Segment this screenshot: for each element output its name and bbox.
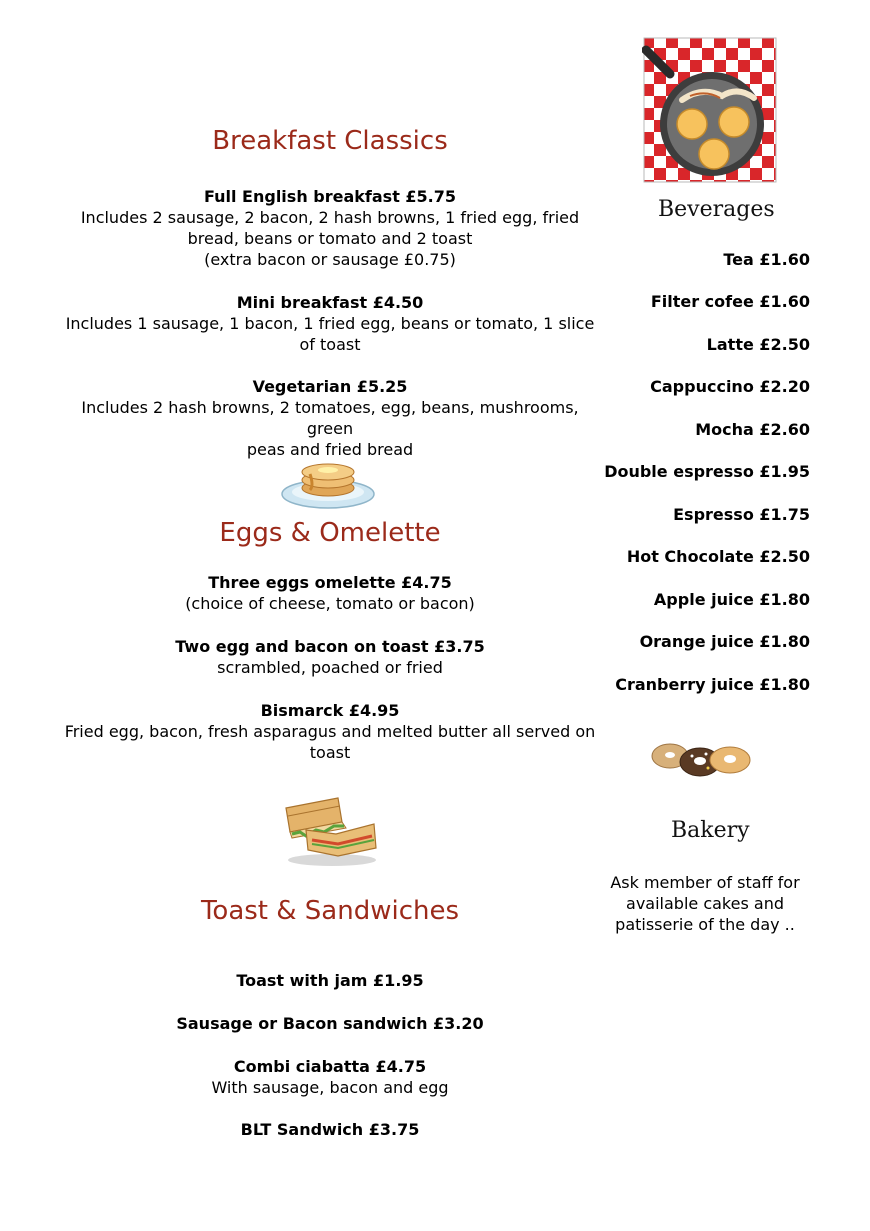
- item-name: Full English breakfast £5.75: [203, 187, 457, 206]
- section-title-eggs: Eggs & Omelette: [219, 518, 441, 548]
- beverage-item: Apple juice £1.80: [653, 590, 810, 609]
- item-desc: peas and fried bread: [246, 440, 414, 459]
- item-desc: of toast: [299, 335, 361, 354]
- item-name: Two egg and bacon on toast £3.75: [175, 637, 485, 656]
- item-desc: bread, beans or tomato and 2 toast: [187, 229, 473, 248]
- section-title-toast: Toast & Sandwiches: [200, 896, 460, 926]
- menu-item-mini-breakfast: [60, 292, 600, 355]
- item-name: BLT Sandwich £3.75: [240, 1120, 420, 1139]
- beverage-item: Tea £1.60: [723, 250, 810, 269]
- frying-pan-icon: [642, 36, 778, 184]
- item-name: Sausage or Bacon sandwich £3.20: [176, 1014, 484, 1033]
- bakery-title: Bakery: [671, 818, 750, 843]
- beverage-item: Orange juice £1.80: [639, 632, 810, 651]
- beverages-title: Beverages: [658, 197, 775, 222]
- menu-item-toast-jam: [60, 970, 600, 991]
- menu-item-full-english: [60, 186, 600, 270]
- menu-item-bismarck: [60, 700, 600, 763]
- beverage-item: Latte £2.50: [706, 335, 810, 354]
- item-desc: Includes 2 sausage, 2 bacon, 2 hash browns, 1 fried egg, fried: [80, 208, 580, 227]
- menu-item-combi-ciabatta: [60, 1056, 600, 1098]
- beverage-item: Mocha £2.60: [695, 420, 810, 439]
- menu-item-vegetarian: [60, 376, 600, 460]
- item-desc: scrambled, poached or fried: [217, 658, 443, 677]
- item-name: Toast with jam £1.95: [236, 971, 424, 990]
- beverage-item: Cappuccino £2.20: [650, 377, 810, 396]
- bakery-line: available cakes and: [626, 894, 784, 913]
- item-desc: With sausage, bacon and egg: [211, 1078, 449, 1097]
- menu-item-three-eggs-omelette: [60, 572, 600, 614]
- beverage-item: Filter cofee £1.60: [650, 292, 810, 311]
- menu-item-egg-bacon-toast: [60, 636, 600, 678]
- item-desc: Fried egg, bacon, fresh asparagus and melted butter all served on: [64, 722, 596, 741]
- item-name: Three eggs omelette £4.75: [208, 573, 452, 592]
- donuts-icon: [648, 738, 754, 782]
- item-name: Vegetarian £5.25: [252, 377, 408, 396]
- beverage-item: Cranberry juice £1.80: [615, 675, 810, 694]
- bakery-line: patisserie of the day ..: [615, 915, 795, 934]
- item-name: Mini breakfast £4.50: [236, 293, 424, 312]
- item-desc: (extra bacon or sausage £0.75): [204, 250, 456, 269]
- beverage-item: Hot Chocolate £2.50: [626, 547, 810, 566]
- beverage-item: Espresso £1.75: [673, 505, 810, 524]
- bakery-line: Ask member of staff for: [610, 873, 800, 892]
- sandwich-icon: [276, 794, 382, 868]
- bakery-text: [600, 872, 810, 935]
- menu-item-blt-sandwich: [60, 1119, 600, 1140]
- menu-item-sausage-bacon-sandwich: [60, 1013, 600, 1034]
- section-title-breakfast: Breakfast Classics: [212, 126, 448, 156]
- beverage-item: Double espresso £1.95: [604, 462, 810, 481]
- item-desc: toast: [309, 743, 351, 762]
- pancakes-icon: [280, 456, 376, 512]
- item-desc: (choice of cheese, tomato or bacon): [185, 594, 475, 613]
- item-desc: Includes 1 sausage, 1 bacon, 1 fried egg, beans or tomato, 1 slice: [65, 314, 595, 333]
- item-name: Bismarck £4.95: [260, 701, 400, 720]
- item-desc: Includes 2 hash browns, 2 tomatoes, egg, beans, mushrooms, green: [81, 398, 579, 438]
- item-name: Combi ciabatta £4.75: [233, 1057, 427, 1076]
